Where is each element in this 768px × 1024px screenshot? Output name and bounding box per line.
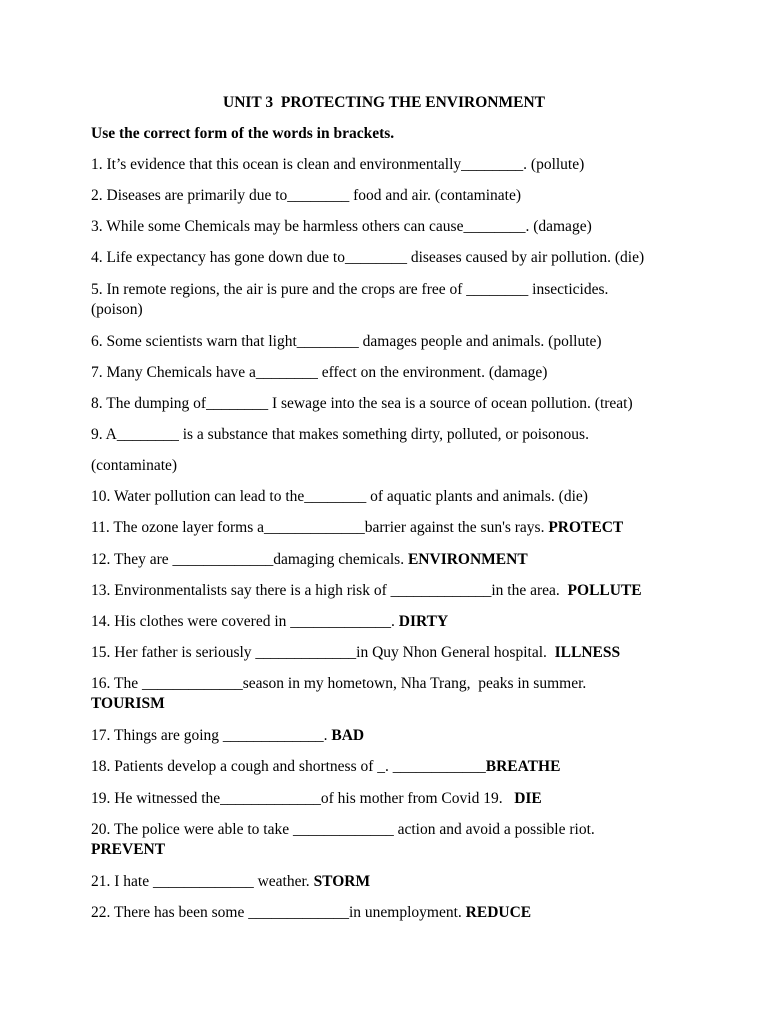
item-text: 11. The ozone layer forms a_____________barrier against the sun's rays. bbox=[91, 519, 549, 536]
item-text: 6. Some scientists warn that light________ damages people and animals. (pollute) bbox=[91, 333, 602, 350]
exercise-item bbox=[91, 726, 691, 746]
instruction-text: Use the correct form of the words in brackets. bbox=[91, 125, 395, 142]
exercise-item bbox=[91, 425, 691, 445]
item-keyword: BREATHE bbox=[485, 758, 561, 775]
exercise-item bbox=[91, 612, 691, 632]
item-keyword: TOURISM bbox=[91, 695, 165, 712]
exercise-item bbox=[91, 903, 691, 923]
exercise-item bbox=[91, 820, 691, 860]
exercise-item bbox=[91, 872, 691, 892]
exercise-item bbox=[91, 456, 691, 476]
exercise-item bbox=[91, 757, 691, 777]
item-text: 1. It’s evidence that this ocean is clean and environmentally________. (pollute) bbox=[91, 156, 585, 173]
exercise-item bbox=[91, 363, 691, 383]
exercise-item bbox=[91, 332, 691, 352]
exercise-item bbox=[91, 674, 691, 714]
item-text: 3. While some Chemicals may be harmless others can cause________. (damage) bbox=[91, 218, 592, 235]
item-text: 12. They are _____________damaging chemicals. bbox=[91, 551, 408, 568]
item-text: 19. He witnessed the_____________of his mother from Covid 19. bbox=[91, 790, 515, 807]
item-text: 20. The police were able to take _____________ action and avoid a possible riot. bbox=[91, 821, 595, 838]
item-keyword: BAD bbox=[331, 727, 365, 744]
exercise-item bbox=[91, 550, 691, 570]
item-keyword: DIRTY bbox=[398, 613, 449, 630]
item-text: 14. His clothes were covered in _____________. bbox=[91, 613, 399, 630]
item-keyword: DIE bbox=[514, 790, 542, 807]
exercise-item bbox=[91, 643, 691, 663]
item-keyword: ILLNESS bbox=[554, 644, 621, 661]
exercise-item bbox=[91, 186, 691, 206]
item-text: 15. Her father is seriously _____________in Quy Nhon General hospital. bbox=[91, 644, 555, 661]
item-keyword: STORM bbox=[313, 873, 371, 890]
item-text: 17. Things are going _____________. bbox=[91, 727, 332, 744]
item-keyword: ENVIRONMENT bbox=[407, 551, 528, 568]
item-text: 18. Patients develop a cough and shortness of _. ____________ bbox=[91, 758, 486, 775]
item-text: 16. The _____________season in my hometown, Nha Trang, peaks in summer. bbox=[91, 675, 587, 692]
item-text: 2. Diseases are primarily due to________ food and air. (contaminate) bbox=[91, 187, 521, 204]
item-keyword: POLLUTE bbox=[567, 582, 642, 599]
item-text: 21. I hate _____________ weather. bbox=[91, 873, 314, 890]
item-keyword: PROTECT bbox=[548, 519, 624, 536]
exercise-item bbox=[91, 280, 691, 320]
exercise-item bbox=[91, 217, 691, 237]
item-keyword: REDUCE bbox=[465, 904, 532, 921]
page-title: UNIT 3 PROTECTING THE ENVIRONMENT bbox=[223, 94, 545, 111]
exercise-item bbox=[91, 155, 691, 175]
exercise-item bbox=[91, 487, 691, 507]
item-text: 13. Environmentalists say there is a high risk of _____________in the area. bbox=[91, 582, 568, 599]
exercise-item bbox=[91, 581, 691, 601]
item-text: 4. Life expectancy has gone down due to________ diseases caused by air pollution. (die) bbox=[91, 249, 645, 266]
item-text: 9. A________ is a substance that makes something dirty, polluted, or poisonous. bbox=[91, 426, 589, 443]
exercise-item bbox=[91, 394, 691, 414]
item-text: 5. In remote regions, the air is pure and the crops are free of ________ insecticides. (poison) bbox=[91, 281, 609, 318]
exercise-item bbox=[91, 789, 691, 809]
exercise-item bbox=[91, 248, 691, 268]
item-keyword: PREVENT bbox=[91, 841, 166, 858]
item-text: (contaminate) bbox=[91, 457, 178, 474]
exercise-item bbox=[91, 518, 691, 538]
item-text: 10. Water pollution can lead to the________ of aquatic plants and animals. (die) bbox=[91, 488, 588, 505]
item-text: 8. The dumping of________ I sewage into the sea is a source of ocean pollution. (treat) bbox=[91, 395, 633, 412]
item-text: 7. Many Chemicals have a________ effect on the environment. (damage) bbox=[91, 364, 548, 381]
item-text: 22. There has been some _____________in unemployment. bbox=[91, 904, 466, 921]
